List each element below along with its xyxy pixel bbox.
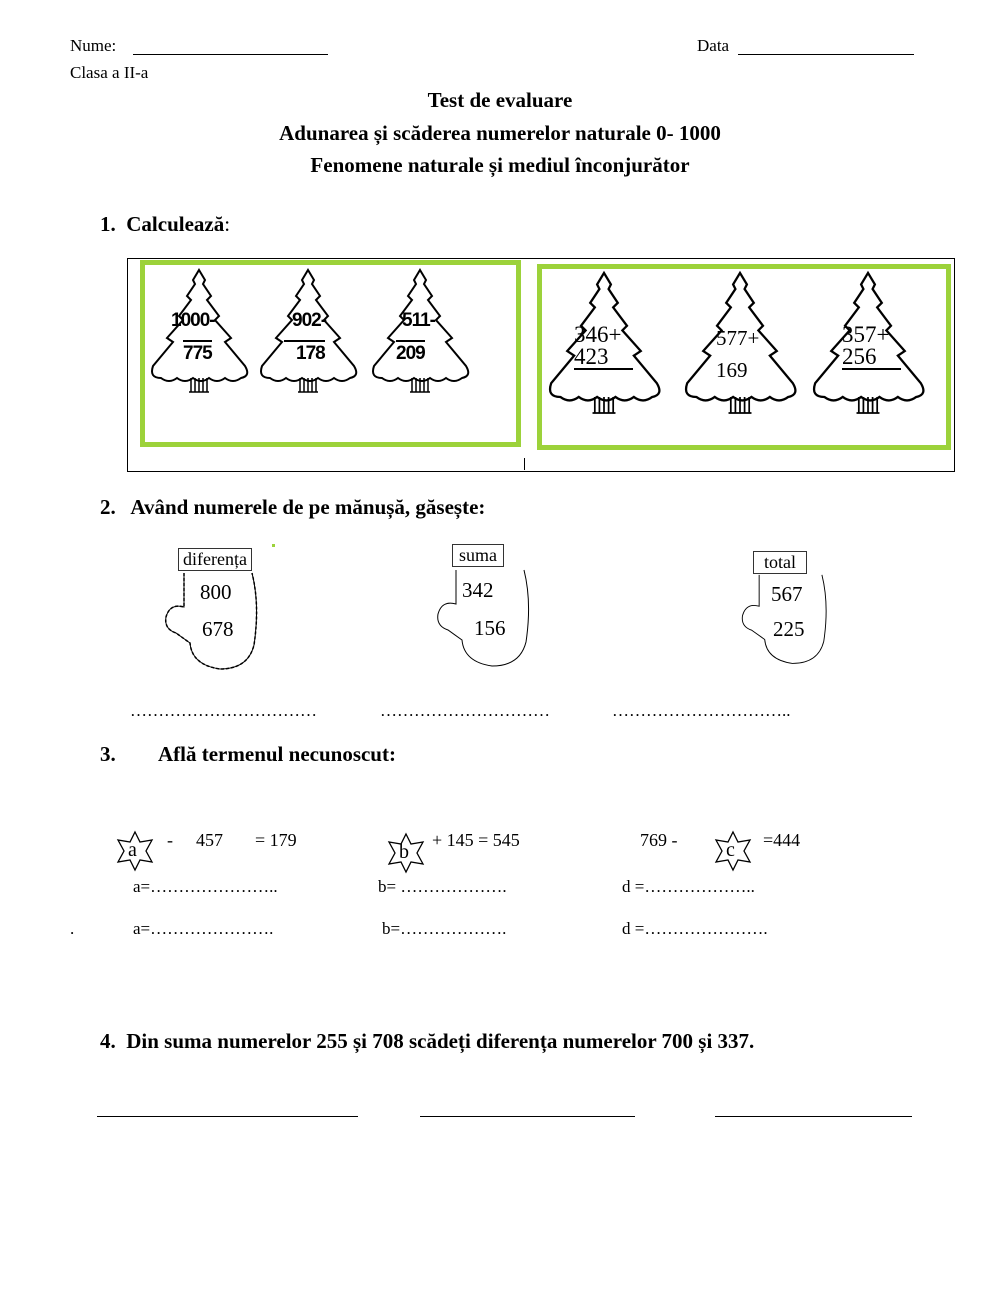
test-subtitle-math: Adunarea și scăderea numerelor naturale 0- 1000	[279, 121, 721, 145]
name-label: Nume:	[70, 36, 117, 55]
tree-3-bottom-number: 209	[396, 340, 425, 365]
mitten-2	[434, 542, 534, 677]
name-field-line[interactable]	[133, 54, 328, 55]
mitten-3-label: total	[753, 551, 807, 574]
mitten-1-number-2: 678	[202, 617, 234, 641]
mitten-1-number-1: 800	[200, 580, 232, 604]
tree-2-top-number: 902-	[292, 310, 327, 331]
eq3-result: =444	[763, 830, 801, 850]
mitten-2-label: suma	[452, 544, 504, 567]
star-c-letter: c	[726, 839, 735, 861]
tree-4-bottom-number: 423	[574, 346, 633, 370]
mitten-3-number-2: 225	[773, 617, 805, 641]
answer-b-2[interactable]: b=……………….	[382, 919, 507, 938]
answer-line-1[interactable]	[97, 1116, 358, 1117]
answer-a-2[interactable]: a=………………….	[133, 919, 274, 938]
answer-a-1[interactable]: a=…………………..	[133, 877, 278, 896]
tree-5	[678, 268, 802, 418]
tree-2-bottom-number: 178	[284, 340, 325, 365]
answer-d-2[interactable]: d =………………….	[622, 919, 768, 938]
star-b-letter: b	[399, 841, 409, 863]
answer-line-3[interactable]	[715, 1116, 912, 1117]
tree-6-bottom-number: 256	[842, 346, 901, 370]
tree-1-top-number: 1000-	[171, 310, 215, 331]
tree-4	[542, 268, 666, 418]
date-field-line[interactable]	[738, 54, 914, 55]
answer-line-sum[interactable]: …………………………	[380, 701, 550, 720]
star-a-letter: a	[128, 839, 137, 861]
tree-5-bottom-number: 169	[716, 358, 748, 382]
answer-line-total[interactable]: …………………………..	[612, 701, 791, 720]
question-4-heading: 4. Din suma numerelor 255 și 708 scădeți diferența numerelor 700 și 337.	[100, 1029, 755, 1053]
answer-line-2[interactable]	[420, 1116, 635, 1117]
tree-6	[806, 268, 930, 418]
eq1-result: = 179	[255, 830, 297, 850]
tree-1-bottom-number: 775	[183, 340, 212, 365]
mitten-1	[162, 545, 262, 680]
tree-5-top-number: 577+	[716, 326, 760, 350]
answer-b-1[interactable]: b= ……………….	[378, 877, 507, 896]
eq3-start: 769 -	[640, 830, 678, 850]
class-label: Clasa a II-a	[70, 63, 149, 82]
green-dot	[272, 544, 275, 547]
eq1-minus: -	[167, 830, 173, 850]
mitten-1-label: diferența	[178, 548, 252, 571]
tree-1	[145, 266, 253, 396]
mitten-2-number-2: 156	[474, 616, 506, 640]
tree-2	[254, 266, 362, 396]
star-a	[114, 830, 156, 877]
star-c	[712, 830, 754, 877]
question-1-heading: 1. Calculează:	[100, 212, 231, 236]
star-b	[385, 832, 427, 879]
test-title: Test de evaluare	[427, 88, 573, 112]
tree-3	[366, 266, 474, 396]
question-3-number: 3.	[100, 742, 116, 766]
answer-line-difference[interactable]: ……………………………	[130, 701, 317, 720]
stray-dot: .	[70, 919, 75, 938]
mitten-2-number-1: 342	[462, 578, 494, 602]
date-label: Data	[697, 36, 730, 55]
mitten-3-number-1: 567	[771, 582, 803, 606]
answer-d-1[interactable]: d =………………..	[622, 877, 755, 896]
eq2-rest: + 145 = 545	[432, 830, 520, 850]
eq1-value: 457	[196, 830, 223, 850]
test-subtitle-science: Fenomene naturale și mediul înconjurător	[310, 153, 690, 177]
question-3-heading: Află termenul necunoscut:	[158, 742, 396, 766]
tree-3-top-number: 511-	[402, 310, 435, 331]
question-2-heading: 2. Având numerele de pe mănușă, găsește:	[100, 495, 486, 519]
tree-4-top-number: 346+	[574, 322, 622, 347]
mitten-3	[735, 549, 835, 674]
divider-tick	[524, 458, 525, 470]
tree-6-top-number: 357+	[842, 322, 890, 347]
